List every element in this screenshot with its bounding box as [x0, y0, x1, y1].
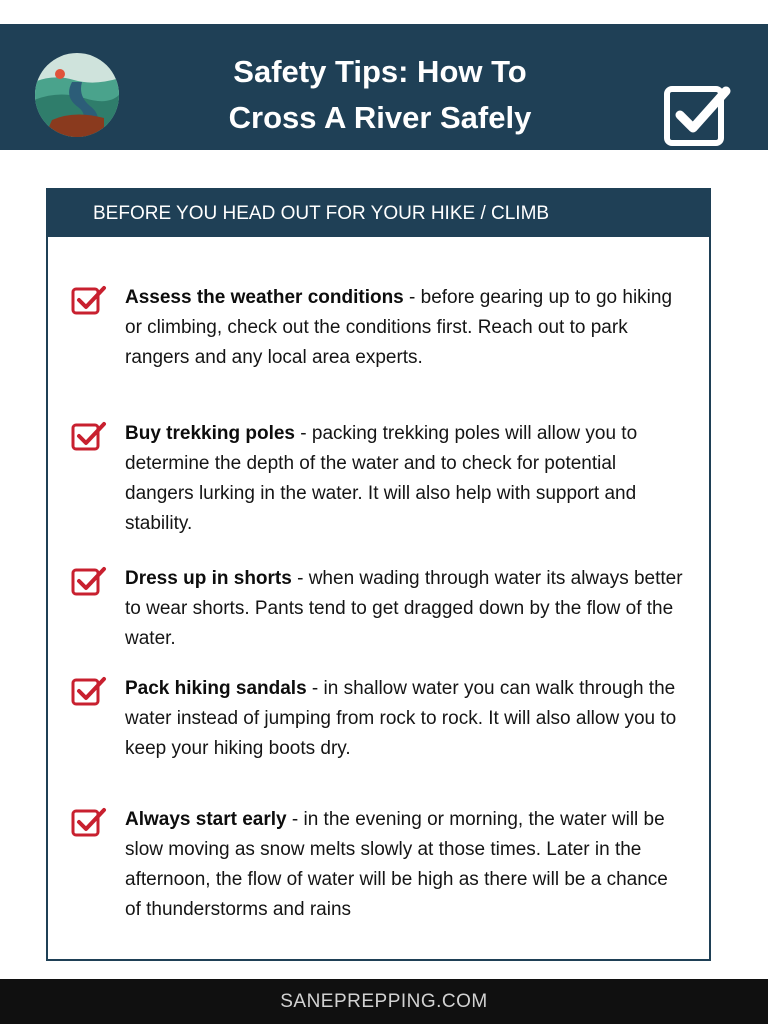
page-title [150, 49, 610, 141]
tips-card [46, 188, 711, 961]
tip-text [125, 419, 685, 539]
tip-description: - before gearing up to go hiking or climbing, check out the conditions first. Reach out to park rangers and any local area experts. [125, 287, 673, 368]
checkbox-checked-icon [71, 675, 107, 707]
tip-title: Dress up in shorts [125, 568, 292, 589]
page-title-line-2: Cross A River Safely [228, 100, 532, 135]
section-heading: BEFORE YOU HEAD OUT FOR YOUR HIKE / CLIMB [48, 190, 709, 237]
tip-text [125, 564, 685, 654]
tip-description: - in the evening or morning, the water will be slow moving as snow melts slowly at those times. Later in the afternoon, the flow of water will be high as there will be a chance of thunderstorms and rains [125, 809, 668, 920]
tip-text [125, 805, 685, 925]
checkbox-checked-icon [71, 284, 107, 316]
tip-title: Buy trekking poles [125, 423, 295, 444]
checkbox-checked-icon [71, 565, 107, 597]
footer-site-link[interactable]: SANEPREPPING.COM [0, 979, 768, 1024]
tip-description: - when wading through water its always better to wear shorts. Pants tend to get dragged down by the flow of the water. [125, 568, 683, 649]
tip-text [125, 674, 685, 764]
tip-title: Pack hiking sandals [125, 678, 307, 699]
checkbox-checked-icon [71, 806, 107, 838]
tip-description: - packing trekking poles will allow you to determine the depth of the water and to check for potential dangers lurking in the water. It will also help with support and stability. [125, 423, 638, 534]
page-header [0, 24, 768, 150]
tip-title: Assess the weather conditions [125, 287, 404, 308]
tip-description: - in shallow water you can walk through the water instead of jumping from rock to rock. It will also allow you to keep your hiking boots dry. [125, 678, 677, 759]
river-landscape-logo-icon [34, 52, 120, 138]
page-title-line-1: Safety Tips: How To [233, 54, 527, 89]
tip-text [125, 283, 685, 373]
checkbox-checked-icon [662, 81, 732, 149]
checkbox-checked-icon [71, 420, 107, 452]
tip-title: Always start early [125, 809, 287, 830]
